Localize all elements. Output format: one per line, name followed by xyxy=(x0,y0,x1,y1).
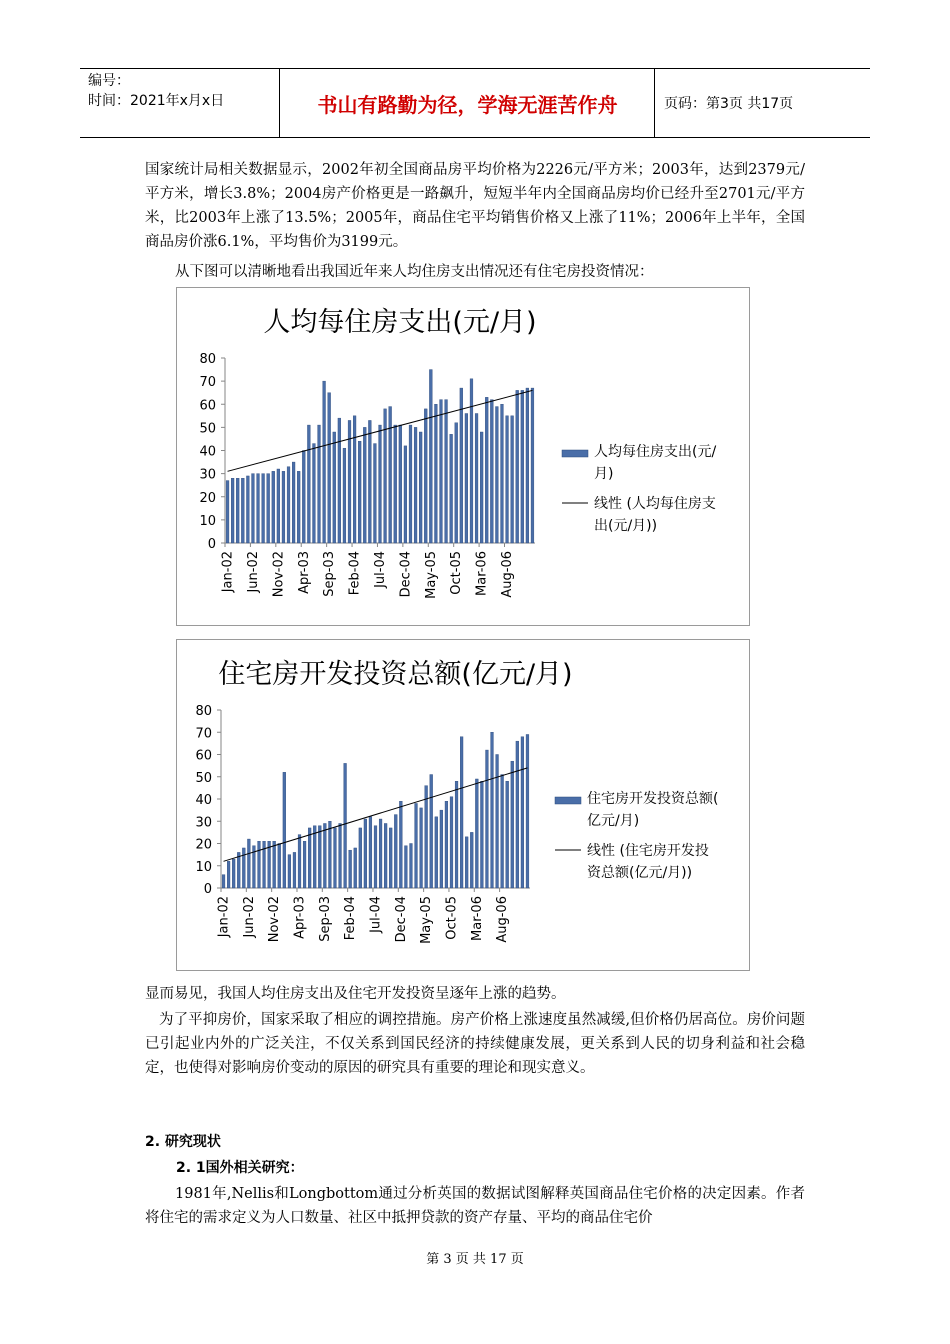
bar xyxy=(430,775,433,888)
legend-bar-swatch xyxy=(555,797,581,804)
bar xyxy=(339,823,342,888)
x-tick-label: Jan-02 xyxy=(216,896,232,938)
bar xyxy=(282,471,285,543)
bar xyxy=(318,826,321,888)
bar xyxy=(526,388,529,543)
header-page-label: 页码：第3页 共17页 xyxy=(664,96,794,112)
bar xyxy=(313,444,316,543)
bar xyxy=(278,844,281,889)
x-tick-label: Nov-02 xyxy=(271,551,287,598)
paragraph-foreign-research: 1981年,Nellis和Longbottom通过分析英国的数据试图解释英国商品住宅价格的决定因素。作者将住宅的需求定义为人口数量、社区中抵押贷款的资产存量、平均的商品住宅价 xyxy=(145,1186,805,1226)
bar xyxy=(470,832,473,888)
bar xyxy=(363,427,366,543)
y-tick-label: 0 xyxy=(203,882,212,897)
bar xyxy=(369,817,372,888)
bar xyxy=(283,772,286,888)
bar xyxy=(323,381,326,543)
legend-bar-label: 住宅房开发投资总额( xyxy=(587,791,719,807)
bar xyxy=(268,841,271,888)
bar xyxy=(465,414,468,544)
bar xyxy=(521,737,524,888)
bar xyxy=(374,826,377,888)
legend-trend-label: 线性 (住宅房开发投 xyxy=(587,843,709,859)
paragraph-price-stats: 国家统计局相关数据显示，2002年初全国商品房平均价格为2226元/平方米；2003年，达到2379元/平方米，增长3.8%；2004房产价格更是一路飙升，短短半年内全国商品房均价已经升至2701元/平方米，比2003年上涨了13.5%；2005年，商品住宅平均销售价格又上涨了11%；2006年上半年，全国商品房价涨6.1%，平均售价为3199元。 xyxy=(145,162,805,250)
bar xyxy=(303,841,306,888)
bar xyxy=(511,416,514,543)
bar xyxy=(358,441,361,543)
bar xyxy=(445,801,448,888)
y-tick-label: 50 xyxy=(199,421,216,437)
bar xyxy=(420,808,423,888)
bar xyxy=(308,828,311,888)
bar xyxy=(404,446,407,543)
bar xyxy=(389,828,392,888)
x-tick-label: Mar-06 xyxy=(474,551,490,596)
bar xyxy=(465,837,468,888)
paragraph-regulation: 为了平抑房价，国家采取了相应的调控措施。房产价格上涨速度虽然减缓,但价格仍居高位。房价问题已引起业内外的广泛关注，不仅关系到国民经济的持续健康发展，更关系到人民的切身利益和社会稳定，也使得对影响房价变动的原因的研究具有重要的理论和现实意义。 xyxy=(145,1012,805,1076)
bar xyxy=(257,474,260,543)
legend-bar-swatch xyxy=(562,450,588,457)
bar xyxy=(399,801,402,888)
bar xyxy=(410,844,413,889)
y-tick-label: 30 xyxy=(199,467,216,483)
y-tick-label: 60 xyxy=(195,748,212,764)
bar xyxy=(287,467,290,543)
bar xyxy=(526,734,529,888)
y-tick-label: 40 xyxy=(199,444,216,460)
bar xyxy=(313,826,316,888)
y-tick-label: 50 xyxy=(195,770,212,786)
bar xyxy=(531,388,534,543)
chart-residential-investment xyxy=(176,639,750,971)
bar xyxy=(384,823,387,888)
y-tick-label: 60 xyxy=(199,398,216,414)
paragraph-trend: 显而易见，我国人均住房支出及住宅开发投资呈逐年上涨的趋势。 xyxy=(145,986,566,1002)
bar xyxy=(516,390,519,543)
x-tick-label: Aug-06 xyxy=(500,551,516,598)
bar xyxy=(511,761,514,888)
bar xyxy=(389,407,392,543)
bar xyxy=(475,779,478,888)
bar xyxy=(480,781,483,888)
bar xyxy=(231,478,234,543)
bar xyxy=(429,370,432,543)
bar xyxy=(334,828,337,888)
bar xyxy=(247,839,250,888)
x-tick-label: Jun-02 xyxy=(245,551,261,593)
bar xyxy=(364,819,367,888)
bar xyxy=(241,478,244,543)
bar xyxy=(450,797,453,888)
bar xyxy=(328,393,331,543)
bar xyxy=(480,432,483,543)
x-tick-label: Apr-03 xyxy=(296,551,312,594)
bar xyxy=(368,420,371,543)
x-tick-label: Nov-02 xyxy=(267,896,283,943)
legend-bar-label: 亿元/月) xyxy=(587,813,640,829)
x-tick-label: Jul-04 xyxy=(373,551,388,588)
bar xyxy=(323,823,326,888)
bar xyxy=(501,775,504,888)
bar xyxy=(343,448,346,543)
bar xyxy=(273,841,276,888)
y-tick-label: 10 xyxy=(195,859,212,875)
bar xyxy=(297,471,300,543)
bar xyxy=(329,821,332,888)
bar xyxy=(501,404,504,543)
bar xyxy=(414,427,417,543)
bar xyxy=(491,732,494,888)
bar xyxy=(318,425,321,543)
bar xyxy=(455,781,458,888)
x-tick-label: Apr-03 xyxy=(292,896,308,939)
bar xyxy=(440,810,443,888)
y-tick-label: 80 xyxy=(199,352,216,367)
bar xyxy=(424,409,427,543)
legend-bar-label: 人均每住房支出(元/ xyxy=(594,444,717,460)
bar xyxy=(379,425,382,543)
bar xyxy=(379,819,382,888)
bar xyxy=(222,875,225,888)
legend-trend-label: 线性 (人均每住房支 xyxy=(594,496,716,512)
heading-research-status: 2. 研究现状 xyxy=(145,1134,221,1150)
bar xyxy=(338,418,341,543)
bar xyxy=(460,388,463,543)
x-tick-label: May-05 xyxy=(423,551,439,599)
x-tick-label: Oct-05 xyxy=(444,896,460,940)
bar xyxy=(252,474,255,543)
bar xyxy=(237,852,240,888)
bar xyxy=(419,432,422,543)
bar xyxy=(495,407,498,543)
bar xyxy=(359,828,362,888)
x-tick-label: Sep-03 xyxy=(322,551,338,597)
bar xyxy=(354,848,357,888)
chart-title: 人均每住房支出(元/月) xyxy=(263,307,537,338)
bar xyxy=(232,859,235,888)
x-tick-label: Feb-04 xyxy=(347,551,363,596)
bar xyxy=(344,763,347,888)
chart-housing-expense-svg xyxy=(177,288,749,625)
bar xyxy=(349,850,352,888)
bar xyxy=(490,400,493,543)
bar xyxy=(277,469,280,543)
x-tick-label: Dec-04 xyxy=(398,551,414,598)
legend-bar-label: 月) xyxy=(594,466,614,482)
bar xyxy=(374,444,377,543)
y-tick-label: 70 xyxy=(199,375,216,391)
x-tick-label: Jul-04 xyxy=(368,896,384,933)
x-tick-label: Sep-03 xyxy=(317,896,333,942)
bar xyxy=(435,817,438,888)
heading-foreign-research: 2. 1国外相关研究： xyxy=(176,1160,304,1176)
header-meta xyxy=(80,69,280,137)
x-tick-label: Jun-02 xyxy=(241,896,257,938)
paragraph-chart-intro: 从下图可以清晰地看出我国近年来人均住房支出情况还有住宅房投资情况： xyxy=(175,264,654,280)
bar xyxy=(425,786,428,888)
bar xyxy=(475,414,478,544)
bar xyxy=(506,781,509,888)
chart-title: 住宅房开发投资总额(亿元/月) xyxy=(218,659,573,690)
bar xyxy=(292,462,295,543)
y-tick-label: 10 xyxy=(199,513,216,529)
bar xyxy=(288,855,291,888)
legend-trend-label: 出(元/月)) xyxy=(594,518,658,534)
bar xyxy=(470,379,473,543)
bar xyxy=(262,474,265,543)
bar xyxy=(226,481,229,543)
bar xyxy=(399,425,402,543)
bar xyxy=(242,848,245,888)
bar xyxy=(516,741,519,888)
y-tick-label: 20 xyxy=(199,490,216,506)
bar xyxy=(258,841,261,888)
x-tick-label: Oct-05 xyxy=(449,551,465,595)
header-number-label: 编号： xyxy=(88,73,130,89)
y-tick-label: 0 xyxy=(207,537,216,552)
y-tick-label: 20 xyxy=(195,837,212,853)
bar xyxy=(435,404,438,543)
bar xyxy=(486,750,489,888)
bar xyxy=(394,425,397,543)
bar xyxy=(227,861,230,888)
x-tick-label: Feb-04 xyxy=(343,896,359,941)
bar xyxy=(455,423,458,543)
bar xyxy=(298,835,301,888)
y-tick-label: 30 xyxy=(195,815,212,831)
bar xyxy=(246,476,249,543)
y-tick-label: 40 xyxy=(195,793,212,808)
bar xyxy=(409,425,412,543)
bar xyxy=(496,755,499,889)
bar xyxy=(307,425,310,543)
y-tick-label: 70 xyxy=(195,726,212,742)
bar xyxy=(485,397,488,543)
chart-housing-expense xyxy=(176,287,750,626)
bar xyxy=(236,478,239,543)
y-tick-label: 80 xyxy=(195,704,212,719)
header-motto: 书山有路勤为径，学海无涯苦作舟 xyxy=(281,69,655,137)
bar xyxy=(460,737,463,888)
bar xyxy=(394,815,397,888)
bar xyxy=(333,432,336,543)
bar xyxy=(405,846,408,888)
page-header xyxy=(80,68,870,138)
legend-trend-label: 资总额(亿元/月)) xyxy=(587,865,693,881)
header-time-label: 时间：2021年x月x日 xyxy=(88,93,225,109)
bar xyxy=(415,803,418,888)
bar xyxy=(353,416,356,543)
bar xyxy=(445,400,448,543)
x-tick-label: May-05 xyxy=(419,896,435,944)
bar xyxy=(440,400,443,543)
x-tick-label: Mar-06 xyxy=(469,896,485,941)
bar xyxy=(521,390,524,543)
bar xyxy=(506,416,509,543)
chart-residential-investment-svg xyxy=(177,640,749,970)
x-tick-label: Jan-02 xyxy=(220,551,236,593)
bar xyxy=(293,852,296,888)
bar xyxy=(302,451,305,544)
bar xyxy=(267,474,270,543)
bar xyxy=(450,434,453,543)
x-tick-label: Dec-04 xyxy=(393,896,409,943)
page-footer: 第 3 页 共 17 页 xyxy=(426,1252,524,1267)
x-tick-label: Aug-06 xyxy=(495,896,511,943)
bar xyxy=(272,471,275,543)
